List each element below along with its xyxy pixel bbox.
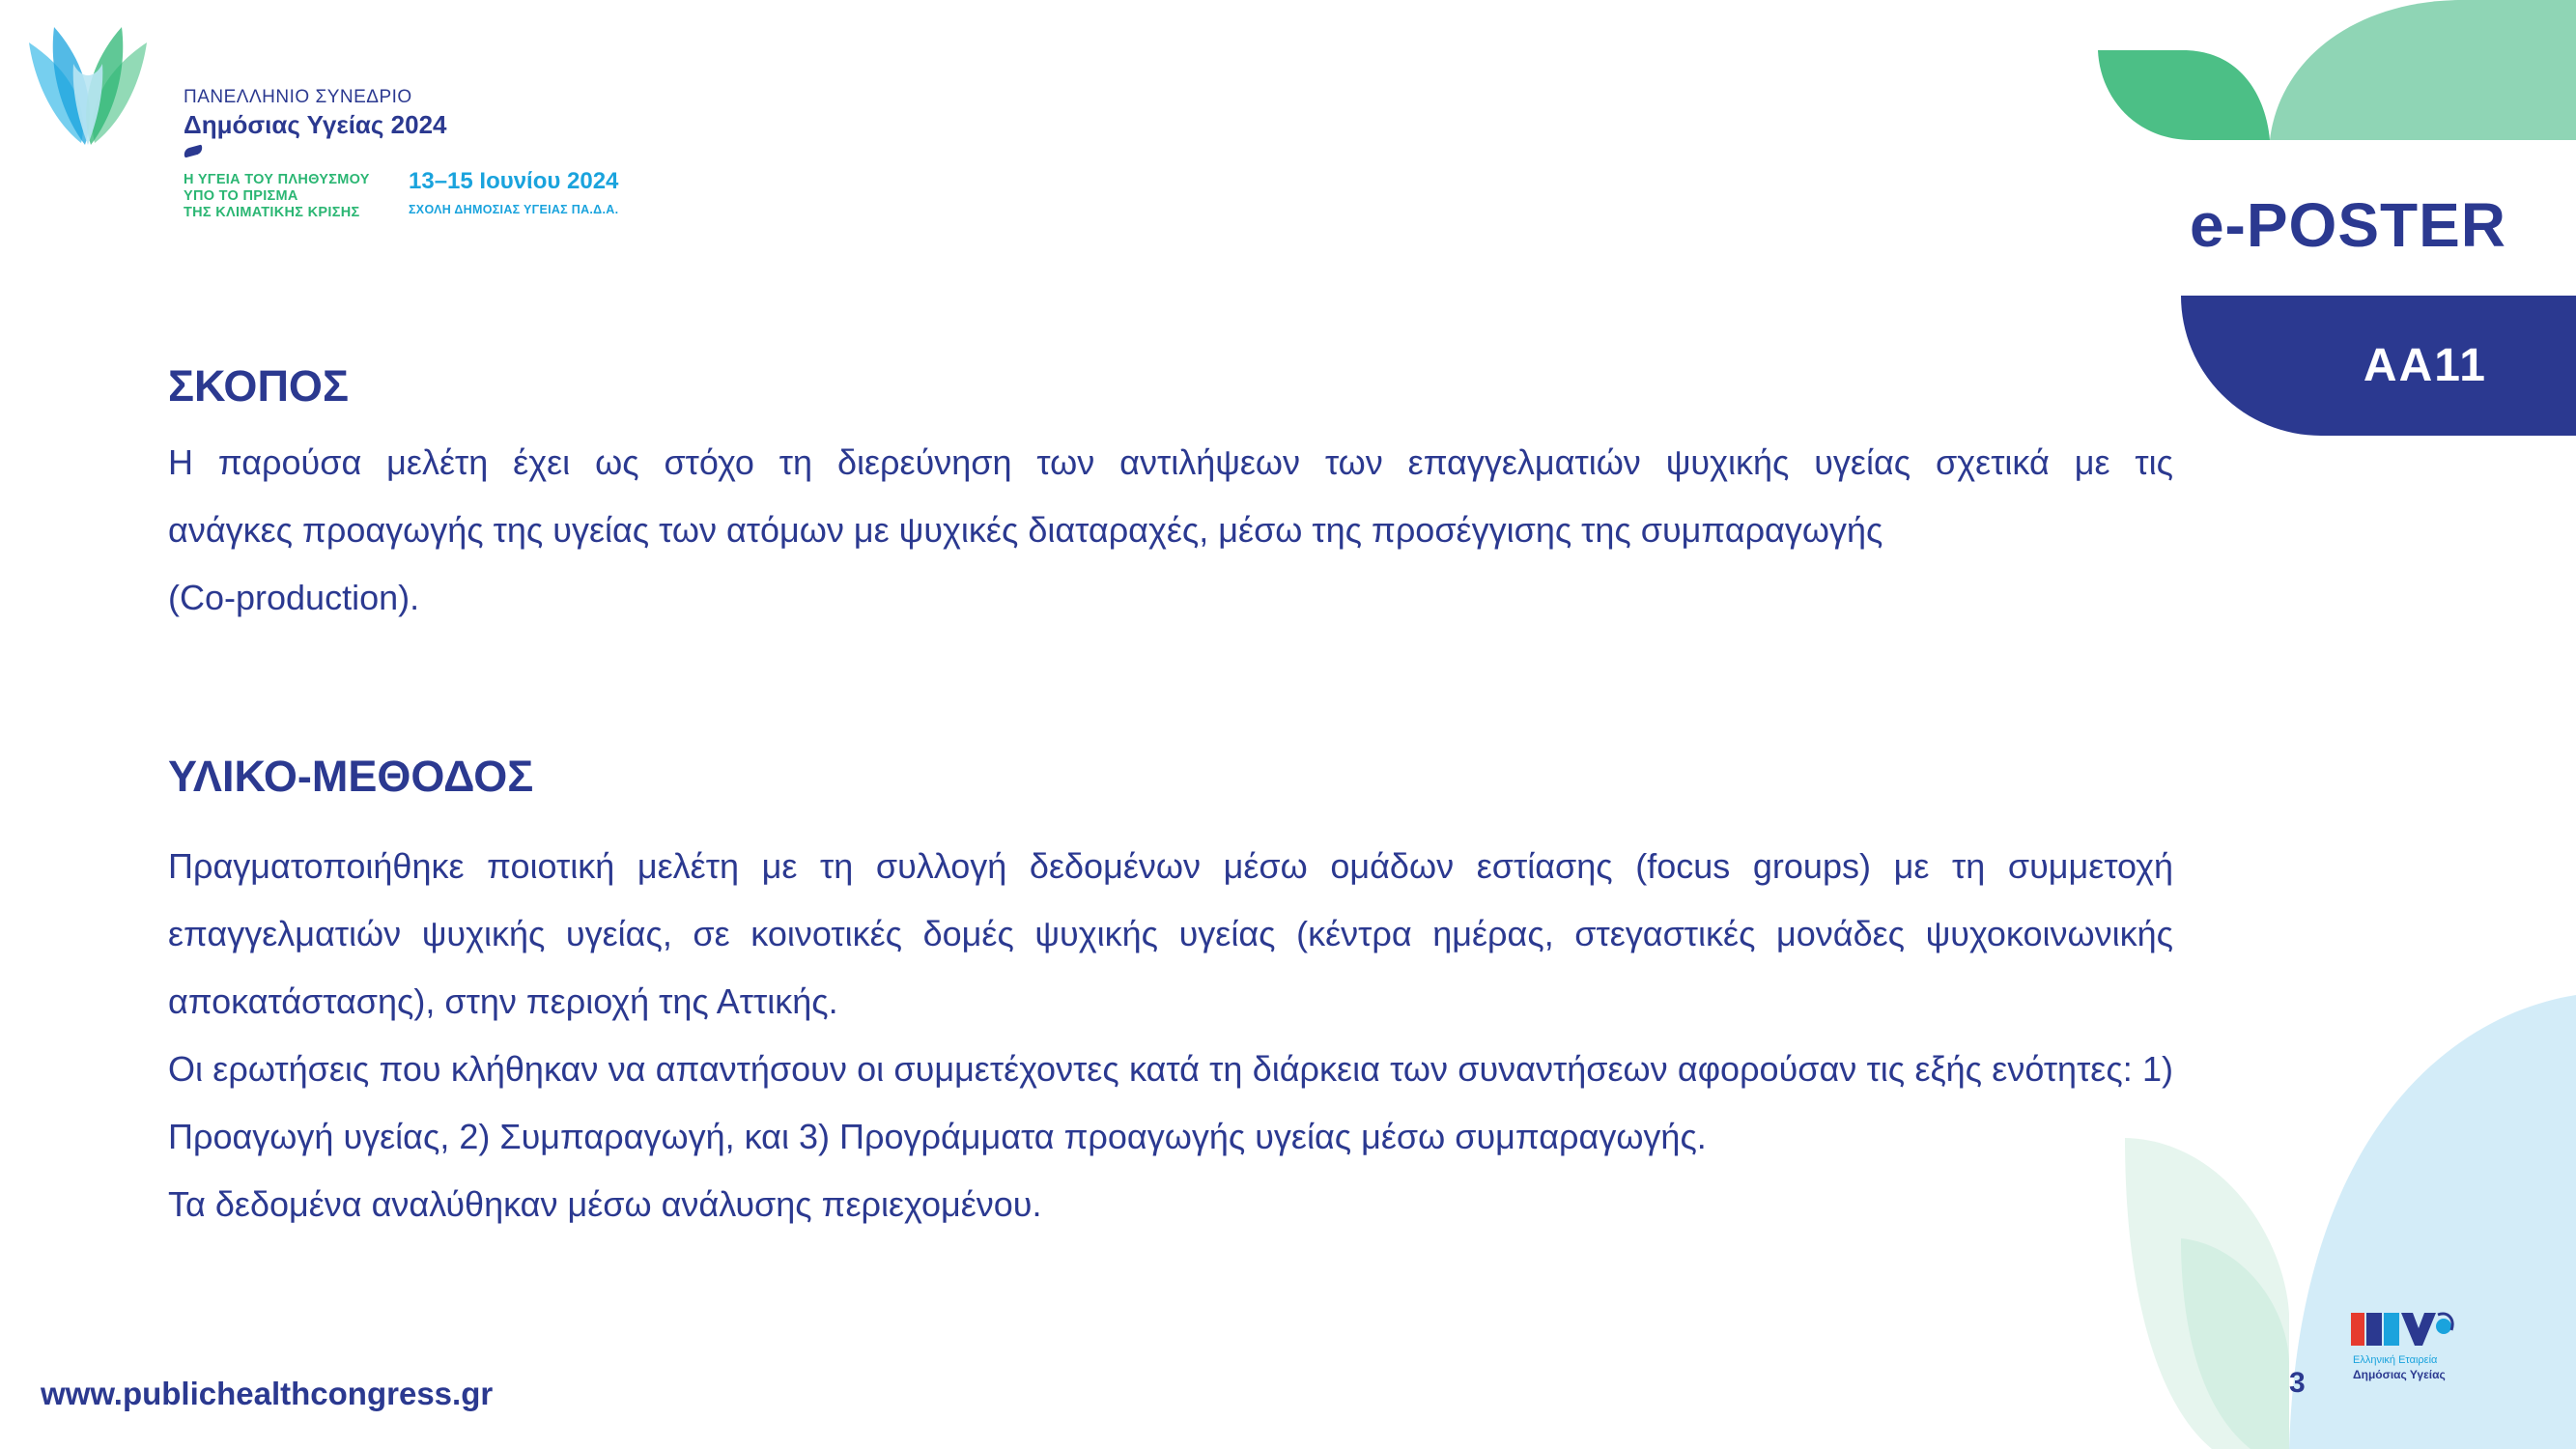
svg-text:Ελληνική Εταιρεία: Ελληνική Εταιρεία	[2353, 1354, 2438, 1366]
congress-subtitle: ΠΑΝΕΛΛΗΝΙΟ ΣΥΝΕΔΡΙΟ	[184, 87, 412, 107]
methods-heading: ΥΛΙΚΟ-ΜΕΘΟΔΟΣ	[168, 752, 534, 801]
theme-line-3: ΤΗΣ ΚΛΙΜΑΤΙΚΗΣ ΚΡΙΣΗΣ	[184, 205, 360, 220]
leaf-dash-icon	[183, 145, 204, 158]
website-link[interactable]: www.publichealthcongress.gr	[41, 1376, 494, 1411]
congress-leaf-logo	[25, 25, 151, 146]
methods-paragraph-2: Οι ερωτήσεις που κλήθηκαν να απαντήσουν οι συμμετέχοντες κατά τη διάρκεια των συναντήσεων αφορούσαν τις εξής ενότητες: 1) Προαγωγή υγείας, 2) Συμπαραγωγή, και 3) Προγράμματα προαγωγής υγείας μέσω συμπαραγωγής.	[168, 1049, 2173, 1156]
congress-venue: ΣΧΟΛΗ ΔΗΜΟΣΙΑΣ ΥΓΕΙΑΣ ΠΑ.Δ.Α.	[409, 203, 619, 216]
congress-title: Δημόσιας Υγείας 2024	[184, 110, 447, 139]
bottom-leaf-decoration	[2086, 995, 2576, 1449]
methods-paragraph-3: Τα δεδομένα αναλύθηκαν μέσω ανάλυσης περιεχομένου.	[168, 1184, 1042, 1224]
theme-line-2: ΥΠΟ ΤΟ ΠΡΙΣΜΑ	[184, 188, 298, 204]
eposter-label: e-POSTER	[2189, 190, 2506, 260]
aim-line-1: Η παρούσα μελέτη έχει ως στόχο τη διερεύνηση των αντιλήψεων των επαγγελματιών ψυχικής υγείας σχετικά με τις	[168, 442, 2173, 482]
page-number: 3	[2289, 1367, 2306, 1399]
top-leaf-decoration	[2086, 0, 2576, 145]
methods-paragraph-1: Πραγματοποιήθηκε ποιοτική μελέτη με τη συλλογή δεδομένων μέσω ομάδων εστίασης (focus groups) με τη συμμετοχή επαγγελματιών ψυχικής υγείας, σε κοινοτικές δομές ψυχικής υγείας (κέντρα ημέρας, στεγαστικές μονάδες ψυχοκοινωνικής αποκατάστασης), στην περιοχή της Αττικής.	[168, 846, 2173, 1021]
poster-code: AA11	[2363, 340, 2487, 391]
aim-heading: ΣΚΟΠΟΣ	[168, 361, 349, 411]
congress-dates: 13–15 Ιουνίου 2024	[409, 168, 619, 194]
svg-text:Δημόσιας Υγείας: Δημόσιας Υγείας	[2353, 1368, 2446, 1381]
eedy-logo	[2347, 1309, 2473, 1386]
theme-line-1: Η ΥΓΕΙΑ ΤΟΥ ΠΛΗΘΥΣΜΟΥ	[184, 172, 370, 187]
aim-line-2: ανάγκες προαγωγής της υγείας των ατόμων με ψυχικές διαταραχές, μέσω της προσέγγισης της συμπαραγωγής	[168, 510, 1883, 550]
aim-line-3: (Co-production).	[168, 578, 420, 617]
